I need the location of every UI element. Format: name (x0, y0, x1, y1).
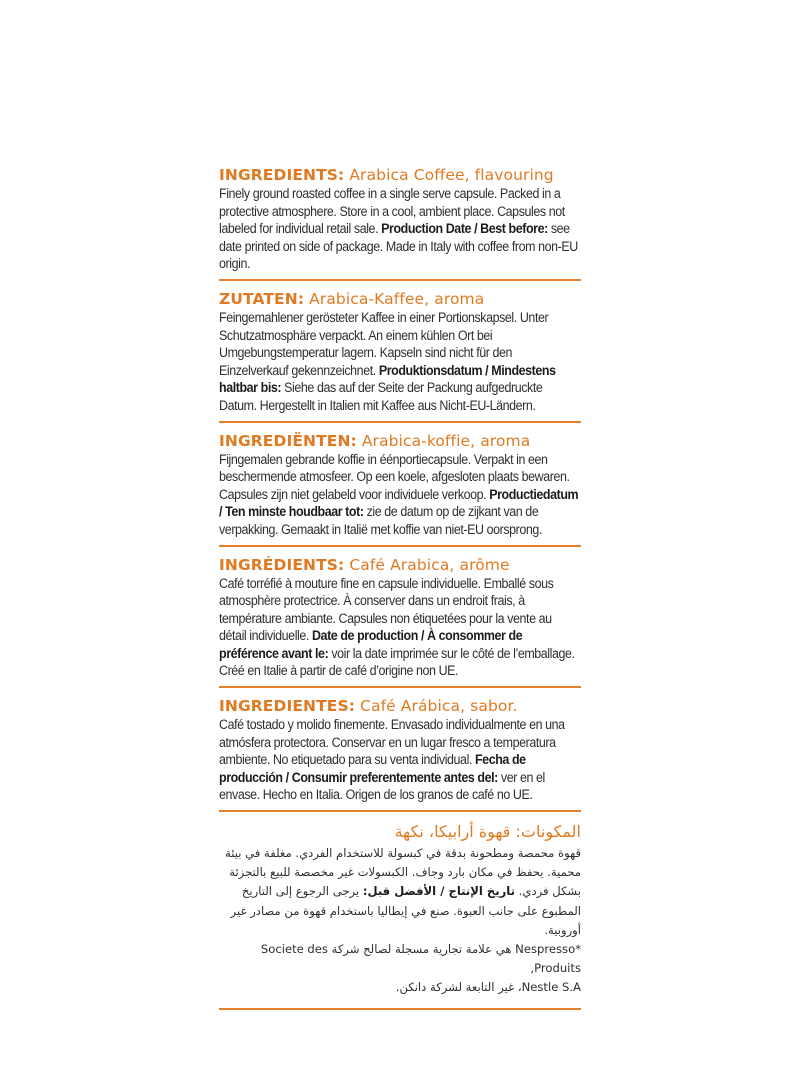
body-text-end: Siehe das auf der Seite der Packung aufgedruckte Datum. Hergestellt in Italien mit Kaffee aus Nicht-EU-Ländern. (219, 380, 543, 413)
section-heading (219, 165, 581, 185)
section-arabic (219, 820, 581, 1010)
body-text: Fijngemalen gebrande koffie in éénportiecapsule. Verpakt in een beschermende atmosfeer. Op een koele, afgesloten plaats bewaren. Capsules zijn niet gelabeld voor individuele verkoop. (219, 451, 570, 502)
section-heading (219, 555, 581, 575)
body-text: قهوة محمصة ومطحونة بدقة في كبسولة للاستخدام الفردي. مغلفة في بيئة محمية. يحفظ في مكان بارد وجاف. الكبسولات غير مخصصة للبيع بالتجزئة بشكل فردي. (224, 846, 581, 899)
trademark-note (219, 940, 581, 998)
body-text: Café torréfié à mouture fine en capsule individuelle. Emballé sous atmosphère protectrice. À conserver dans un endroit frais, à température ambiante. Capsules non étiquetées pour la vente au détail individuelle. (219, 575, 554, 644)
body-bold-text: Productiedatum / Ten minste houdbaar tot: (219, 486, 579, 520)
body-text-end: see date printed on side of package. Made in Italy with coffee from non-EU origin. (219, 221, 578, 272)
section-spanish (219, 696, 581, 812)
body-text-end: يرجى الرجوع إلى التاريخ المطبوع على جانب العبوة. صنع في إيطاليا باستخدام قهوة من مصادر غير أوروبية. (230, 884, 581, 937)
body-text: Feingemahlener gerösteter Kaffee in einer Portionskapsel. Unter Schutzatmosphäre verpackt. An einem kühlen Ort bei Umgebungstemperatur lagern. Kapseln sind nicht für den Einzelverkauf gekennzeichnet. (219, 309, 549, 378)
heading-label: ZUTATEN: (219, 289, 305, 308)
section-body (219, 309, 582, 415)
heading-text: Arabica-Kaffee, aroma (304, 289, 485, 308)
section-heading (219, 696, 581, 716)
body-bold-text: Date de production / À consommer de préférence avant le: (219, 628, 523, 661)
trademark-line: Nestle S.A، غير التابعة لشركة دانكن. (395, 980, 581, 995)
section-dutch (219, 431, 581, 547)
heading-text: Arabica Coffee, flavouring (344, 166, 554, 184)
section-heading: المكونات: قهوة أرابيكا، نكهة (394, 822, 581, 842)
heading-label: INGREDIËNTEN: (219, 431, 357, 450)
section-body (219, 575, 582, 681)
heading-label: INGRÉDIENTS: (219, 555, 345, 574)
body-bold-text: تاريخ الإنتاج / الأفضل قبل: (362, 884, 515, 899)
body-text: Finely ground roasted coffee in a single serve capsule. Packed in a protective atmosphere. Store in a cool, ambient place. Capsules not labeled for individual retail sale. (219, 186, 565, 237)
body-text: Café tostado y molido finemente. Envasado individualmente en una atmósfera protectora. Conservar en un lugar fresco a temperatura ambiente. No etiquetado para su venta individual. (219, 717, 565, 768)
section-body (219, 844, 581, 940)
heading-text: Café Arábica, sabor. (355, 697, 518, 716)
heading-text: Café Arabica, arôme (344, 555, 510, 574)
section-body (219, 185, 582, 273)
section-heading (219, 431, 581, 451)
section-english (219, 165, 581, 281)
body-bold-text: Produktionsdatum / Mindestens haltbar bis: (219, 362, 556, 396)
heading-label: INGREDIENTS: (219, 166, 345, 184)
section-german (219, 289, 581, 423)
section-french (219, 555, 581, 689)
ingredients-panel (219, 165, 581, 1018)
body-text-end: zie de datum op de zijkant van de verpakking. Gemaakt in Italië met koffie van niet-EU oorsprong. (219, 504, 542, 537)
heading-label: INGREDIENTES: (219, 697, 356, 716)
section-body (219, 451, 582, 539)
body-text-end: ver en el envase. Hecho en Italia. Origen de los granos de café no UE. (219, 769, 545, 803)
body-text-end: voir la date imprimée sur le côté de l’emballage. Créé en Italie à partir de café d’origine non UE. (219, 645, 575, 679)
section-body (219, 716, 582, 804)
trademark-line: *Nespresso هي علامة تجارية مسجلة لصالح شركة Societe des Produits, (260, 942, 581, 976)
heading-text: Arabica-koffie, aroma (356, 431, 531, 450)
body-bold-text: Fecha de producción / Consumir preferentemente antes del: (219, 752, 526, 785)
section-heading (219, 289, 581, 309)
body-bold-text: Production Date / Best before: (381, 221, 548, 237)
